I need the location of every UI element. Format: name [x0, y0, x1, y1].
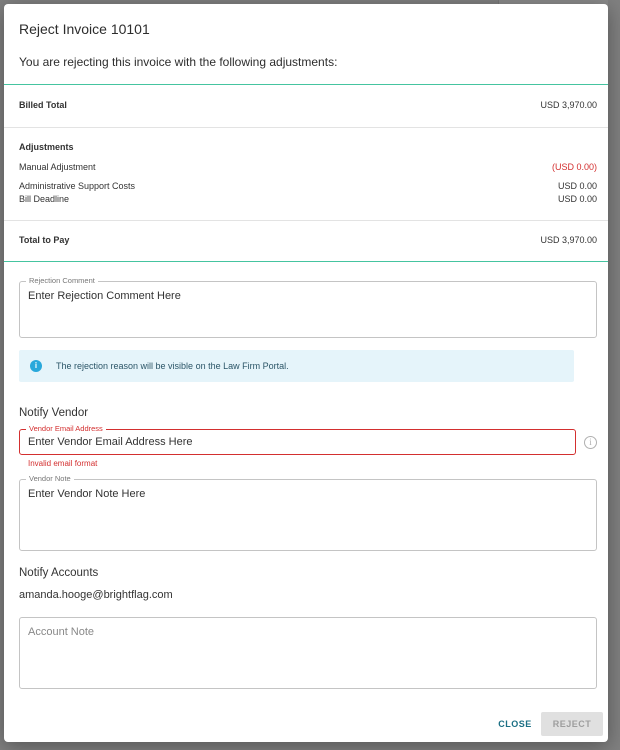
- vendor-email-label: Vendor Email Address: [26, 424, 106, 434]
- account-note-field[interactable]: [19, 617, 597, 689]
- vendor-note-field[interactable]: [19, 474, 597, 551]
- vendor-email-field[interactable]: [19, 424, 576, 455]
- rejection-comment-value: Enter Rejection Comment Here: [28, 290, 181, 302]
- vendor-email-error: Invalid email format: [28, 459, 98, 468]
- billed-total-label: Billed Total: [19, 100, 67, 110]
- adjustment-label: Bill Deadline: [19, 194, 70, 204]
- reject-invoice-dialog: [4, 4, 608, 742]
- adjustment-value: (USD 0.00): [551, 162, 597, 172]
- info-banner: [19, 350, 574, 382]
- summary-divider: [4, 127, 608, 128]
- adjustments-heading: Adjustments: [19, 142, 74, 152]
- dialog-subtitle: You are rejecting this invoice with the following adjustments:: [19, 55, 338, 69]
- adjustment-label: Administrative Support Costs: [19, 181, 136, 191]
- notify-accounts-heading: Notify Accounts: [19, 567, 99, 579]
- notify-vendor-heading: Notify Vendor: [19, 407, 89, 419]
- dialog-title: Reject Invoice 10101: [19, 21, 150, 37]
- accounts-email: amanda.hooge@brightflag.com: [19, 589, 173, 601]
- total-to-pay-label: Total to Pay: [19, 235, 70, 245]
- info-icon: i: [30, 360, 42, 372]
- vendor-email-value: Enter Vendor Email Address Here: [28, 436, 193, 448]
- total-to-pay-value: USD 3,970.00: [540, 235, 597, 245]
- adjustment-label: Manual Adjustment: [19, 162, 96, 172]
- adjustment-value: USD 0.00: [557, 181, 597, 191]
- billed-total-value: USD 3,970.00: [540, 100, 597, 110]
- background-card-label: [511, 0, 555, 1]
- rejection-comment-field[interactable]: [19, 276, 597, 338]
- vendor-email-help-icon[interactable]: i: [584, 436, 597, 449]
- adjustment-value: USD 0.00: [557, 194, 597, 204]
- reject-button[interactable]: REJECT: [541, 712, 603, 736]
- vendor-note-label: Vendor Note: [26, 474, 74, 484]
- info-banner-text: The rejection reason will be visible on the Law Firm Portal.: [56, 361, 289, 371]
- account-note-placeholder: Account Note: [28, 626, 95, 638]
- summary-divider: [4, 220, 608, 221]
- invoice-summary: [4, 84, 608, 262]
- vendor-note-value: Enter Vendor Note Here: [28, 488, 146, 500]
- rejection-comment-label: Rejection Comment: [26, 276, 98, 286]
- close-button[interactable]: CLOSE: [492, 712, 538, 736]
